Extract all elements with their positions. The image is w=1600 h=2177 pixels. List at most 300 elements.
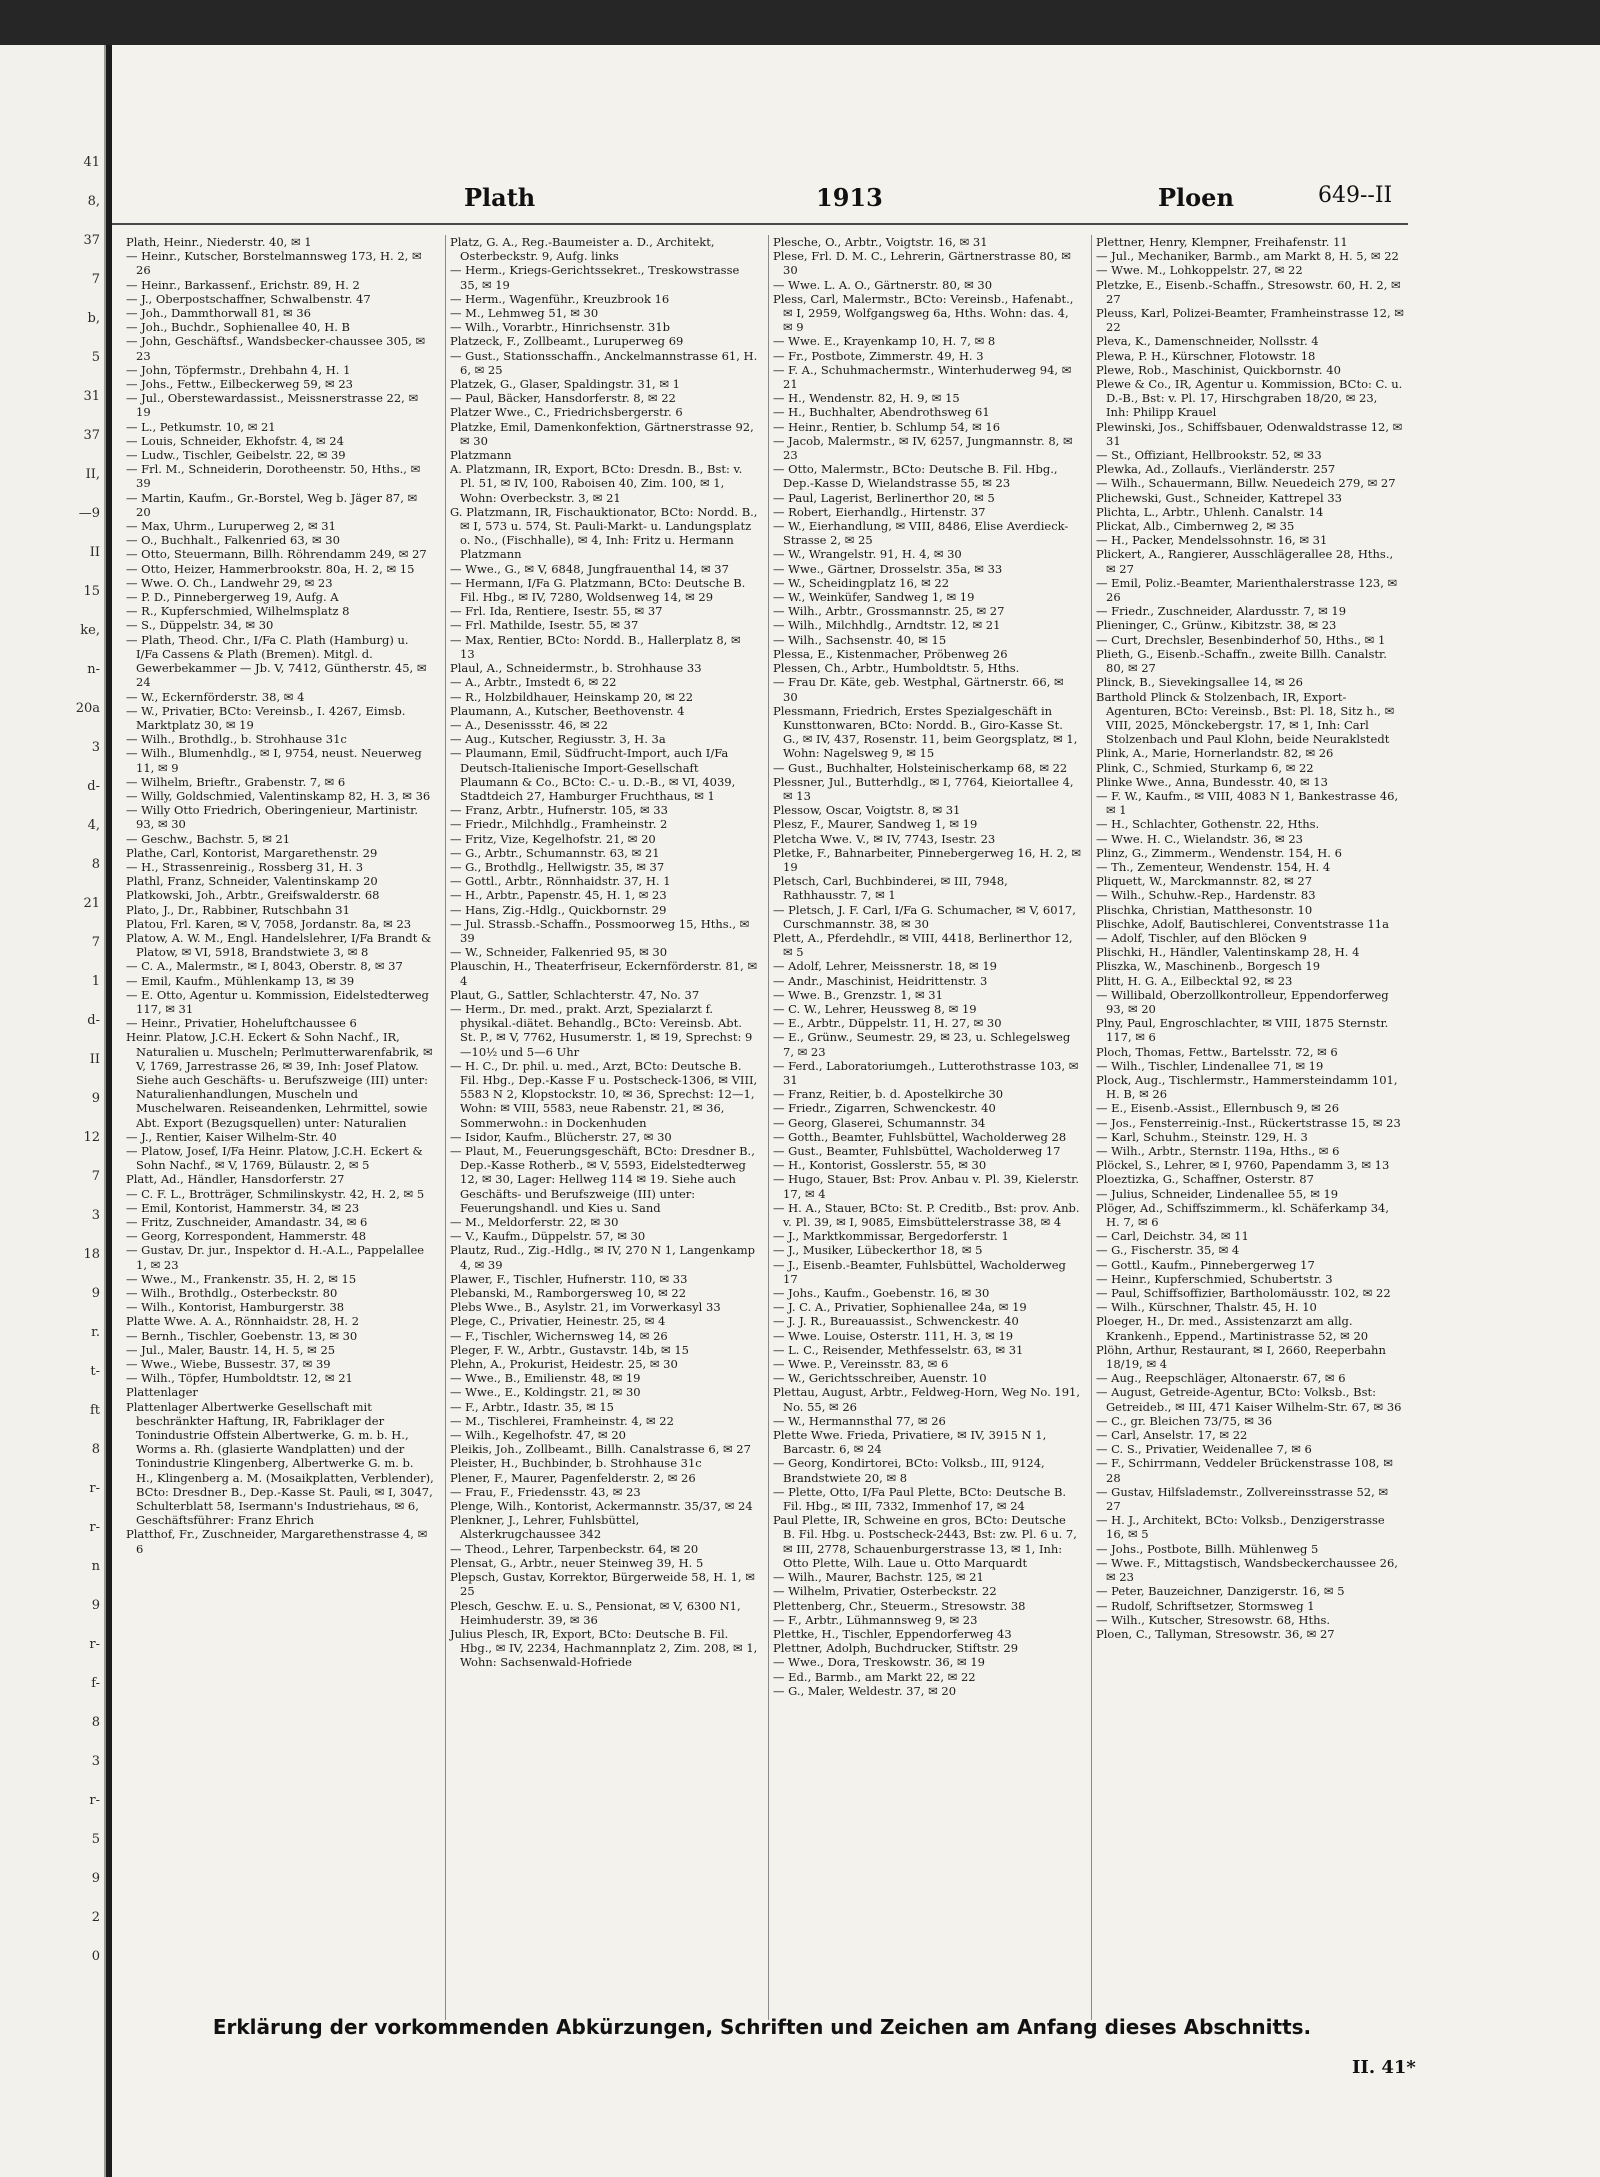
- directory-entry: Plettenberg, Chr., Steuerm., Stresowstr. 38: [773, 1598, 1026, 1613]
- directory-entry: — Max, Rentier, BCto: Nordd. B., Hallerplatz 8, ✉ 13: [450, 632, 741, 661]
- directory-entry: — Emil, Poliz.-Beamter, Marienthalerstrasse 123, ✉ 26: [1096, 575, 1398, 605]
- directory-entry: — Frau Dr. Käte, geb. Westphal, Gärtnerstr. 66, ✉ 30: [773, 675, 1064, 704]
- directory-entry: — P. D., Pinnebergerweg 19, Aufg. A: [126, 590, 339, 605]
- prev-page-fragment: 3: [91, 740, 100, 755]
- directory-entry: — Wwe. P., Vereinsstr. 83, ✉ 6: [773, 1357, 949, 1372]
- directory-entry: Plettau, August, Arbtr., Feldweg-Horn, Weg No. 191, No. 55, ✉ 26: [773, 1385, 1081, 1414]
- prev-page-fragment: b,: [87, 311, 100, 326]
- directory-page: [112, 45, 1600, 2177]
- directory-entry: — Friedr., Zigarren, Schwenckestr. 40: [773, 1101, 996, 1116]
- directory-entry: — Carl, Anselstr. 17, ✉ 22: [1096, 1428, 1248, 1443]
- prev-page-fragment: 37: [83, 233, 100, 248]
- prev-page-fragment: 18: [83, 1247, 100, 1262]
- directory-entry: Plöger, Ad., Schiffszimmerm., kl. Schäferkamp 34, H. 7, ✉ 6: [1096, 1200, 1390, 1230]
- directory-entry: — H., Kontorist, Gosslerstr. 55, ✉ 30: [773, 1158, 987, 1173]
- directory-entry: — Jul., Maler, Baustr. 14, H. 5, ✉ 25: [126, 1342, 336, 1357]
- directory-entry: — F., Arbtr., Lühmannsweg 9, ✉ 23: [773, 1612, 978, 1627]
- directory-entry: — M., Lehmweg 51, ✉ 30: [450, 306, 599, 321]
- directory-entry: — Friedr., Milchhdlg., Framheinstr. 2: [450, 817, 668, 832]
- directory-entry: — Rudolf, Schriftsetzer, Stormsweg 1: [1096, 1598, 1315, 1613]
- directory-entry: Plawer, F., Tischler, Hufnerstr. 110, ✉ 33: [450, 1271, 688, 1286]
- directory-entry: Plichewski, Gust., Schneider, Kattrepel 33: [1096, 490, 1342, 505]
- directory-entry: Ploch, Thomas, Fettw., Bartelsstr. 72, ✉ 6: [1096, 1044, 1338, 1059]
- directory-entry: — Wilh., Kutscher, Stresowstr. 68, Hths.: [1096, 1612, 1331, 1627]
- directory-entry: — W., Eckernförderstr. 38, ✉ 4: [126, 689, 305, 704]
- prev-page-fragment: n: [91, 1559, 100, 1574]
- directory-entry: — Wilh., Kontorist, Hamburgerstr. 38: [126, 1300, 345, 1315]
- directory-entry: — Wwe. E., Krayenkamp 10, H. 7, ✉ 8: [773, 334, 996, 349]
- directory-entry: — Wwe. M., Lohkoppelstr. 27, ✉ 22: [1096, 263, 1303, 278]
- prev-page-fragment: 7: [91, 1169, 100, 1184]
- directory-entry: — Adolf, Tischler, auf den Blöcken 9: [1096, 930, 1307, 945]
- directory-entry: — Plaut, M., Feuerungsgeschäft, BCto: Dresdner B., Dep.-Kasse Rotherb., ✉ V, 5593, Eidelstedterweg 12, ✉ 30, Lager: Hellweg 114 ✉ 19. Siehe auch Geschäfts- und Berufszweige (III) unter: Feuerungshandl. und Kies u. Sand: [450, 1144, 755, 1215]
- directory-entry: — W., Eierhandlung, ✉ VIII, 8486, Elise Averdieck-Strasse 2, ✉ 25: [773, 519, 1069, 548]
- abbreviation-note: Erklärung der vorkommenden Abkürzungen, Schriften und Zeichen am Anfang dieses Abschnitts.: [212, 2015, 1312, 2039]
- directory-entry: — H. J., Architekt, BCto: Volksb., Denzigerstrasse 16, ✉ 5: [1096, 1513, 1385, 1542]
- directory-entry: — Wwe. O. Ch., Landwehr 29, ✉ 23: [126, 575, 333, 590]
- prev-page-fragment: r-: [89, 1520, 100, 1535]
- prev-page-fragment: 3: [91, 1208, 100, 1223]
- directory-entry: — H., Strassenreinig., Rossberg 31, H. 3: [126, 859, 364, 874]
- directory-entry: — M., Meldorferstr. 22, ✉ 30: [450, 1215, 619, 1230]
- directory-entry: — W., Hermannsthal 77, ✉ 26: [773, 1413, 946, 1428]
- prev-page-fragment: 37: [83, 428, 100, 443]
- directory-entry: — Julius, Schneider, Lindenallee 55, ✉ 19: [1096, 1186, 1339, 1201]
- prev-page-fragment: II,: [85, 467, 100, 482]
- directory-entry: — J., Eisenb.-Beamter, Fuhlsbüttel, Wacholderweg 17: [773, 1257, 1066, 1286]
- header-page-number: 649--II: [1318, 183, 1393, 208]
- directory-entry: A. Platzmann, IR, Export, BCto: Dresdn. B., Bst: v. Pl. 51, ✉ IV, 100, Raboisen 40, Zim. 100, ✉ 1, Wohn: Overbeckstr. 3, ✉ 21: [450, 462, 743, 505]
- directory-entry: — Jos., Fensterreinig.-Inst., Rückertstrasse 15, ✉ 23: [1096, 1115, 1401, 1130]
- directory-entry: — Wwe., Wiebe, Bussestr. 37, ✉ 39: [126, 1357, 331, 1372]
- directory-entry: Pletcha Wwe. V., ✉ IV, 7743, Isestr. 23: [773, 831, 996, 846]
- directory-entry: — E. Otto, Agentur u. Kommission, Eidelstedterweg 117, ✉ 31: [126, 987, 429, 1016]
- directory-entry: — Plaumann, Emil, Südfrucht-Import, auch I/Fa Deutsch-Italienische Import-Gesellschaft Plaumann & Co., BCto: C.- u. D.-B., ✉ VI, 4039, Stadtdeich 27, Hamburger Fruchthaus, ✉ 1: [450, 746, 736, 803]
- prev-page-fragment: 8: [91, 1442, 100, 1457]
- directory-entry: Plepsch, Gustav, Korrektor, Bürgerweide 58, H. 1, ✉ 25: [450, 1570, 755, 1599]
- directory-entry: — Ferd., Laboratoriumgeh., Lutterothstrasse 103, ✉ 31: [773, 1058, 1079, 1087]
- column-2: [445, 235, 762, 2020]
- directory-entry: — Franz, Arbtr., Hufnerstr. 105, ✉ 33: [450, 803, 668, 818]
- directory-entry: — Paul, Lagerist, Berlinerthor 20, ✉ 5: [773, 490, 995, 505]
- directory-entry: — L. C., Reisender, Methfesselstr. 63, ✉ 31: [773, 1342, 1024, 1357]
- directory-entry: — Wilhelm, Privatier, Osterbeckstr. 22: [773, 1584, 997, 1599]
- directory-entry: — Gottl., Kaufm., Pinnebergerweg 17: [1096, 1257, 1315, 1272]
- directory-entry: Paul Plette, IR, Schweine en gros, BCto: Deutsche B. Fil. Hbg. u. Postscheck-2443, Bst: zw. Pl. 6 u. 7, ✉ III, 2778, Schauenburgerstrasse 13, ✉ 1, Inh: Otto Plette, Wilh. Laue u. Otto Marquardt: [773, 1513, 1077, 1570]
- directory-entry: — Wilh., Töpfer, Humboldtstr. 12, ✉ 21: [126, 1371, 353, 1386]
- directory-entry: — Wwe., Dora, Treskowstr. 36, ✉ 19: [773, 1655, 985, 1670]
- directory-entry: — W., Scheidingplatz 16, ✉ 22: [773, 575, 950, 590]
- directory-entry: — Wilh., Brothdlg., Osterbeckstr. 80: [126, 1286, 338, 1301]
- prev-page-fragment: 5: [91, 350, 100, 365]
- directory-entry: — St., Offiziant, Hellbrookstr. 52, ✉ 33: [1096, 448, 1322, 463]
- directory-entry: Plock, Aug., Tischlermstr., Hammersteindamm 101, H. B, ✉ 26: [1096, 1072, 1398, 1102]
- directory-entry: — Frl. Mathilde, Isestr. 55, ✉ 37: [450, 618, 639, 633]
- directory-entry: — H. A., Stauer, BCto: St. P. Creditb., Bst: prov. Anb. v. Pl. 39, ✉ I, 9085, Eimsbüttelerstrasse 38, ✉ 4: [773, 1200, 1080, 1230]
- directory-entry: Platkowski, Joh., Arbtr., Greifswalderstr. 68: [126, 888, 380, 903]
- directory-entry: — Wilh., Vorarbtr., Hinrichsenstr. 31b: [450, 320, 671, 335]
- directory-entry: — Georg, Glaserei, Schumannstr. 34: [773, 1115, 986, 1130]
- prev-page-fragment: 8: [91, 1715, 100, 1730]
- directory-entry: Platzeck, F., Zollbeamt., Luruperweg 69: [450, 334, 684, 349]
- directory-entry: — Wwe. L. A. O., Gärtnerstr. 80, ✉ 30: [773, 277, 993, 292]
- directory-entry: Plaumann, A., Kutscher, Beethovenstr. 4: [450, 703, 685, 718]
- column-3: [768, 235, 1085, 2020]
- directory-entry: — J., Rentier, Kaiser Wilhelm-Str. 40: [126, 1129, 337, 1144]
- directory-entry: Plensat, G., Arbtr., neuer Steinweg 39, H. 5: [450, 1555, 704, 1570]
- prev-page-fragment: 3: [91, 1754, 100, 1769]
- directory-entry: Plenkner, J., Lehrer, Fuhlsbüttel, Alsterkrugchaussee 342: [450, 1513, 640, 1542]
- prev-page-fragment: r.: [91, 1325, 100, 1340]
- directory-entry: Plattenlager Albertwerke Gesellschaft mit beschränkter Haftung, IR, Fabriklager der Tonindustrie Offstein Albertwerke, G. m. b. H., Worms a. Rh. (glasierte Wandplatten) und der Tonindustrie Klingenberg, Albertwerke G. m. b. H., Klingenberg a. M. (Mosaikplatten, Verblender), BCto: Dresdner B., Dep.-Kasse St. Pauli, ✉ I, 3047, Schulterblatt 58, Isermann's Industriehaus, ✉ 6, Geschäftsführer: Franz Ehrich: [126, 1399, 434, 1528]
- prev-page-fragment: 8,: [87, 194, 100, 209]
- directory-entry: — Gust., Buchhalter, Holsteinischerkamp 68, ✉ 22: [773, 760, 1068, 775]
- directory-entry: Plink, A., Marie, Hornerlandstr. 82, ✉ 26: [1096, 746, 1334, 761]
- directory-entry: — Willy Otto Friedrich, Oberingenieur, Martinistr. 93, ✉ 30: [126, 803, 418, 832]
- directory-entry: Pliszka, W., Maschinenb., Borgesch 19: [1096, 959, 1321, 974]
- directory-entry: — Fritz, Vize, Kegelhofstr. 21, ✉ 20: [450, 831, 656, 846]
- directory-entry: Plette Wwe. Frieda, Privatiere, ✉ IV, 3915 N 1, Barcastr. 6, ✉ 24: [773, 1428, 1047, 1457]
- directory-entry: Platthof, Fr., Zuschneider, Margarethenstrasse 4, ✉ 6: [126, 1527, 428, 1556]
- directory-entry: — Willibald, Oberzollkontrolleur, Eppendorferweg 93, ✉ 20: [1096, 987, 1389, 1016]
- directory-entry: — V., Kaufm., Düppelstr. 57, ✉ 30: [450, 1229, 646, 1244]
- directory-entry: — Heinr., Privatier, Hoheluftchaussee 6: [126, 1016, 357, 1031]
- directory-entry: Julius Plesch, IR, Export, BCto: Deutsche B. Fil. Hbg., ✉ IV, 2234, Hachmannplatz 2, Zim. 208, ✉ 1, Wohn: Sachsenwald-Hofriede: [450, 1626, 758, 1670]
- directory-entry: Plett, A., Pferdehdlr., ✉ VIII, 4418, Berlinerthor 12, ✉ 5: [773, 930, 1073, 960]
- directory-entry: Plieth, G., Eisenb.-Schaffn., zweite Billh. Canalstr. 80, ✉ 27: [1096, 646, 1387, 676]
- prev-page-fragment: 41: [83, 155, 100, 170]
- directory-entry: — F. W., Kaufm., ✉ VIII, 4083 N 1, Bankestrasse 46, ✉ 1: [1096, 788, 1399, 818]
- header-last-entry: Ploen: [1158, 183, 1234, 212]
- prev-page-fragment: d-: [87, 1013, 100, 1028]
- directory-entry: — Peter, Bauzeichner, Danzigerstr. 16, ✉ 5: [1096, 1584, 1345, 1599]
- directory-entry: Plewe, Rob., Maschinist, Quickbornstr. 40: [1096, 362, 1341, 377]
- directory-entry: Plaul, A., Schneidermstr., b. Strohhause 33: [450, 661, 702, 676]
- directory-entry: — Fr., Postbote, Zimmerstr. 49, H. 3: [773, 348, 984, 363]
- directory-entry: Plichta, L., Arbtr., Uhlenh. Canalstr. 14: [1096, 504, 1324, 519]
- directory-entry: — O., Buchhalt., Falkenried 63, ✉ 30: [126, 533, 340, 548]
- directory-entry: — Martin, Kaufm., Gr.-Borstel, Weg b. Jäger 87, ✉ 20: [126, 490, 418, 519]
- prev-page-fragment: 9: [91, 1598, 100, 1613]
- running-header: [112, 183, 1600, 223]
- directory-entry: — Joh., Dammthorwall 81, ✉ 36: [126, 306, 311, 321]
- directory-entry: — Gotth., Beamter, Fuhlsbüttel, Wacholderweg 28: [773, 1129, 1067, 1144]
- directory-entry: — G., Maler, Weldestr. 37, ✉ 20: [773, 1683, 957, 1698]
- directory-entry: — W., Wrangelstr. 91, H. 4, ✉ 30: [773, 547, 962, 562]
- directory-entry: — C. A., Malermstr., ✉ I, 8043, Oberstr. 8, ✉ 37: [126, 959, 403, 974]
- directory-entry: — Robert, Eierhandlg., Hirtenstr. 37: [773, 504, 986, 519]
- directory-entry: — J. C. A., Privatier, Sophienallee 24a, ✉ 19: [773, 1300, 1027, 1315]
- directory-entry: — Wwe. Louise, Osterstr. 111, H. 3, ✉ 19: [773, 1328, 1014, 1343]
- directory-entry: Platzek, G., Glaser, Spaldingstr. 31, ✉ 1: [450, 377, 680, 392]
- directory-entry: Plieninger, C., Grünw., Kibitzstr. 38, ✉ 23: [1096, 618, 1337, 633]
- directory-entry: — R., Kupferschmied, Wilhelmsplatz 8: [126, 604, 350, 619]
- directory-entry: — Andr., Maschinist, Heidrittenstr. 3: [773, 973, 988, 988]
- directory-entry: — Wilh., Arbtr., Sternstr. 119a, Hths., ✉ 6: [1096, 1144, 1340, 1158]
- directory-entry: — Aug., Kutscher, Regiusstr. 3, H. 3a: [450, 732, 666, 747]
- directory-entry: Plessow, Oscar, Voigtstr. 8, ✉ 31: [773, 803, 961, 818]
- directory-entry: — Heinr., Rentier, b. Schlump 54, ✉ 16: [773, 419, 1001, 434]
- directory-entry: Pletke, F., Bahnarbeiter, Pinnebergerweg 16, H. 2, ✉ 19: [773, 845, 1081, 874]
- directory-entry: — John, Töpfermstr., Drehbahn 4, H. 1: [126, 362, 351, 377]
- directory-entry: — Theod., Lehrer, Tarpenbeckstr. 64, ✉ 20: [450, 1541, 699, 1556]
- prev-page-fragment: 0: [91, 1949, 100, 1964]
- directory-entry: — Wilh., Arbtr., Grossmannstr. 25, ✉ 27: [773, 604, 1005, 619]
- prev-page-fragment: 20a: [75, 701, 100, 716]
- directory-entry: — G., Brothdlg., Hellwigstr. 35, ✉ 37: [450, 859, 665, 874]
- directory-entry: — Hans, Zig.-Hdlg., Quickbornstr. 29: [450, 902, 667, 917]
- directory-entry: — Herm., Wagenführ., Kreuzbrook 16: [450, 291, 670, 306]
- directory-entry: Ploeztizka, G., Schaffner, Osterstr. 87: [1096, 1172, 1314, 1187]
- prev-page-fragment: 4,: [87, 818, 100, 833]
- prev-page-fragment: 7: [91, 935, 100, 950]
- prev-page-fragment: —9: [78, 506, 100, 521]
- directory-entry: — Wilh., Milchhdlg., Arndtstr. 12, ✉ 21: [773, 618, 1001, 633]
- directory-entry: — Wilh., Blumenhdlg., ✉ I, 9754, neust. Neuerweg 11, ✉ 9: [126, 746, 422, 775]
- directory-entry: — Wwe. H. C., Wielandstr. 36, ✉ 23: [1096, 831, 1303, 846]
- directory-entry: — Wwe., Gärtner, Drosselstr. 35a, ✉ 33: [773, 561, 1003, 576]
- directory-entry: — R., Holzbildhauer, Heinskamp 20, ✉ 22: [450, 689, 694, 704]
- directory-entry: — A., Arbtr., Imstedt 6, ✉ 22: [450, 675, 617, 690]
- directory-entry: — Isidor, Kaufm., Blücherstr. 27, ✉ 30: [450, 1129, 672, 1144]
- prev-page-fragment: r-: [89, 1637, 100, 1652]
- directory-entry: — Johs., Kaufm., Goebenstr. 16, ✉ 30: [773, 1286, 990, 1301]
- directory-entry: Pleister, H., Buchbinder, b. Strohhause 31c: [450, 1456, 702, 1471]
- scan-background: [0, 0, 1600, 45]
- directory-entry: — Gustav, Hilfslademstr., Zollvereinsstrasse 52, ✉ 27: [1096, 1484, 1389, 1514]
- directory-entry: Plettner, Adolph, Buchdrucker, Stiftstr. 29: [773, 1641, 1019, 1656]
- prev-page-fragment: 9: [91, 1871, 100, 1886]
- directory-entry: — Fritz, Zuschneider, Amandastr. 34, ✉ 6: [126, 1215, 368, 1230]
- directory-entry: — F. A., Schuhmachermstr., Winterhuderweg 94, ✉ 21: [773, 362, 1072, 392]
- directory-entry: — Wilh., Sachsenstr. 40, ✉ 15: [773, 632, 947, 647]
- directory-entry: — Plath, Theod. Chr., I/Fa C. Plath (Hamburg) u. I/Fa Cassens & Plath (Bremen). Mitgl. d. Gewerbekammer — Jb. V, 7412, Güntherstr. 45, ✉ 24: [126, 632, 427, 690]
- directory-entry: — Friedr., Zuschneider, Alardusstr. 7, ✉ 19: [1096, 604, 1347, 619]
- directory-entry: Ploeger, H., Dr. med., Assistenzarzt am allg. Krankenh., Eppend., Martinistrasse 52, ✉ 20: [1096, 1314, 1369, 1343]
- directory-entry: — C. S., Privatier, Weidenallee 7, ✉ 6: [1096, 1442, 1312, 1457]
- prev-page-fragment: 9: [91, 1091, 100, 1106]
- prev-page-fragment: 12: [83, 1130, 100, 1145]
- directory-entry: Plesche, O., Arbtr., Voigtstr. 16, ✉ 31: [773, 235, 988, 249]
- directory-entry: Platt, Ad., Händler, Hansdorferstr. 27: [126, 1172, 345, 1187]
- directory-entry: — Bernh., Tischler, Goebenstr. 13, ✉ 30: [126, 1328, 358, 1343]
- directory-entry: — J., Musiker, Lübeckerthor 18, ✉ 5: [773, 1243, 983, 1258]
- directory-entry: Plese, Frl. D. M. C., Lehrerin, Gärtnerstrasse 80, ✉ 30: [773, 249, 1071, 278]
- directory-entry: — Joh., Buchdr., Sophienallee 40, H. B: [126, 320, 351, 335]
- directory-entry: Plinke Wwe., Anna, Bundesstr. 40, ✉ 13: [1096, 774, 1328, 789]
- directory-entry: — Wwe., M., Frankenstr. 35, H. 2, ✉ 15: [126, 1271, 357, 1286]
- directory-entry: Plewe & Co., IR, Agentur u. Kommission, BCto: C. u. D.-B., Bst: v. Pl. 17, Hirschgraben 18/20, ✉ 23, Inh: Philipp Krauel: [1096, 377, 1403, 420]
- directory-entry: Plischki, H., Händler, Valentinskamp 28, H. 4: [1096, 945, 1360, 960]
- directory-entry: — W., Schneider, Falkenried 95, ✉ 30: [450, 945, 668, 960]
- prev-page-fragment: 31: [83, 389, 100, 404]
- directory-entry: — W., Weinküfer, Sandweg 1, ✉ 19: [773, 590, 975, 605]
- directory-entry: — Hermann, I/Fa G. Platzmann, BCto: Deutsche B. Fil. Hbg., ✉ IV, 7280, Woldsenweg 14, ✉ 29: [450, 575, 746, 605]
- directory-entry: Platou, Frl. Karen, ✉ V, 7058, Jordanstr. 8a, ✉ 23: [126, 916, 412, 931]
- directory-entry: — J., Oberpostschaffner, Schwalbenstr. 47: [126, 291, 371, 306]
- directory-entry: Pless, Carl, Malermstr., BCto: Vereinsb., Hafenabt., ✉ I, 2959, Wolfgangsweg 6a, Hths. Wohn: das. 4, ✉ 9: [773, 291, 1074, 335]
- directory-entry: — Herm., Kriegs-Gerichtssekret., Treskowstrasse 35, ✉ 19: [450, 263, 740, 292]
- directory-entry: — Wilh., Kürschner, Thalstr. 45, H. 10: [1096, 1300, 1317, 1315]
- directory-entry: — H., Arbtr., Papenstr. 45, H. 1, ✉ 23: [450, 888, 667, 903]
- directory-entry: — S., Düppelstr. 34, ✉ 30: [126, 618, 274, 633]
- directory-entry: Plessner, Jul., Butterhdlg., ✉ I, 7764, Kieiortallee 4, ✉ 13: [773, 774, 1074, 803]
- directory-entry: — Carl, Deichstr. 34, ✉ 11: [1096, 1229, 1249, 1244]
- directory-entry: — M., Tischlerei, Framheinstr. 4, ✉ 22: [450, 1413, 674, 1428]
- directory-entry: — Herm., Dr. med., prakt. Arzt, Spezialarzt f. physikal.-diätet. Behandlg., BCto: Vereinsb. Abt. St. P., ✉ V, 7762, Husumerstr. 1, ✉ 19, Sprechst: 9—10½ und 5—6 Uhr: [450, 1001, 753, 1059]
- prev-page-fragment: n-: [87, 662, 100, 677]
- directory-entry: — J., Marktkommissar, Bergedorferstr. 1: [773, 1229, 1009, 1244]
- directory-entry: Plattenlager: [126, 1385, 198, 1400]
- directory-entry: — Platow, Josef, I/Fa Heinr. Platow, J.C.H. Eckert & Sohn Nachf., ✉ V, 1769, Bülaustr. 2, ✉ 5: [126, 1144, 423, 1173]
- prev-page-fragment: d-: [87, 779, 100, 794]
- directory-entry: Barthold Plinck & Stolzenbach, IR, Export-Agenturen, BCto: Vereinsb., Bst: Pl. 18, Sitz h., ✉ VIII, 2025, Mönckebergstr. 17, ✉ 1, Inh: Carl Stolzenbach und Paul Klohn, beide Neuraklstedt: [1096, 689, 1395, 747]
- prev-page-fragment: 21: [83, 896, 100, 911]
- prev-page-fragment: 9: [91, 1286, 100, 1301]
- directory-entry: — F., Tischler, Wichernsweg 14, ✉ 26: [450, 1328, 668, 1343]
- directory-entry: — Wilh., Schuhw.-Rep., Hardenstr. 83: [1096, 888, 1316, 903]
- directory-entry: — Wwe. B., Grenzstr. 1, ✉ 31: [773, 987, 943, 1002]
- directory-entry: — Johs., Postbote, Billh. Mühlenweg 5: [1096, 1541, 1319, 1556]
- directory-entry: — L., Petkumstr. 10, ✉ 21: [126, 419, 276, 434]
- directory-entry: — Geschw., Bachstr. 5, ✉ 21: [126, 831, 291, 846]
- directory-entry: — August, Getreide-Agentur, BCto: Volksb., Bst: Getreideb., ✉ III, 471 Kaiser Wilhelm-Str. 67, ✉ 36: [1096, 1385, 1402, 1414]
- directory-entry: — Otto, Malermstr., BCto: Deutsche B. Fil. Hbg., Dep.-Kasse D, Wielandstrasse 55, ✉ 23: [773, 462, 1058, 491]
- directory-entry: — Karl, Schuhm., Steinstr. 129, H. 3: [1096, 1129, 1308, 1144]
- directory-entry: Plischka, Christian, Matthesonstr. 10: [1096, 902, 1313, 917]
- directory-entry: Platzke, Emil, Damenkonfektion, Gärtnerstrasse 92, ✉ 30: [450, 419, 754, 448]
- directory-entry: Plener, F., Maurer, Pagenfelderstr. 2, ✉ 26: [450, 1470, 696, 1485]
- directory-entry: — Franz, Reitier, b. d. Apostelkirche 30: [773, 1087, 1004, 1102]
- directory-entry: Plebanski, M., Ramborgersweg 10, ✉ 22: [450, 1286, 687, 1301]
- directory-entry: Platow, A. W. M., Engl. Handelslehrer, I/Fa Brandt & Platow, ✉ VI, 5918, Brandstwiete 3, ✉ 8: [126, 930, 432, 960]
- directory-entry: Plinz, G., Zimmerm., Wendenstr. 154, H. 6: [1096, 845, 1342, 860]
- directory-entry: — Plette, Otto, I/Fa Paul Plette, BCto: Deutsche B. Fil. Hbg., ✉ III, 7332, Immenhof 17, ✉ 24: [773, 1484, 1067, 1514]
- directory-entry: — C., gr. Bleichen 73/75, ✉ 36: [1096, 1413, 1273, 1428]
- directory-entry: Pleva, K., Damenschneider, Nollsstr. 4: [1096, 334, 1319, 349]
- directory-entry: — Gust., Beamter, Fuhlsbüttel, Wacholderweg 17: [773, 1144, 1061, 1158]
- directory-entry: Plege, C., Privatier, Heinestr. 25, ✉ 4: [450, 1314, 666, 1329]
- directory-entry: Plitt, H. G. A., Eilbecktal 92, ✉ 23: [1096, 973, 1293, 988]
- directory-entry: — Louis, Schneider, Ekhofstr. 4, ✉ 24: [126, 433, 344, 448]
- directory-entry: — Wwe., B., Emilienstr. 48, ✉ 19: [450, 1371, 641, 1386]
- directory-entry: — Wwe., G., ✉ V, 6848, Jungfrauenthal 14, ✉ 37: [450, 561, 729, 576]
- directory-entry: — Curt, Drechsler, Besenbinderhof 50, Hths., ✉ 1: [1096, 632, 1386, 647]
- directory-entry: — Otto, Steuermann, Billh. Röhrendamm 249, ✉ 27: [126, 547, 427, 562]
- directory-entry: Plautz, Rud., Zig.-Hdlg., ✉ IV, 270 N 1, Langenkamp 4, ✉ 39: [450, 1243, 755, 1272]
- directory-entry: Plato, J., Dr., Rabbiner, Rutschbahn 31: [126, 902, 350, 917]
- directory-entry: Plischke, Adolf, Bautischlerei, Conventstrasse 11a: [1096, 916, 1389, 931]
- directory-entry: Plesch, Geschw. E. u. S., Pensionat, ✉ V, 6300 N1, Heimhuderstr. 39, ✉ 36: [450, 1598, 741, 1627]
- directory-entry: Plny, Paul, Engroschlachter, ✉ VIII, 1875 Sternstr. 117, ✉ 6: [1096, 1016, 1389, 1045]
- directory-entry: — Ludw., Tischler, Geibelstr. 22, ✉ 39: [126, 448, 346, 463]
- prev-page-fragment: t-: [90, 1364, 100, 1379]
- prev-page-fragment: 15: [83, 584, 100, 599]
- directory-entry: Plickert, A., Rangierer, Ausschlägerallee 28, Hths., ✉ 27: [1096, 547, 1394, 576]
- directory-entry: — Emil, Kaufm., Mühlenkamp 13, ✉ 39: [126, 973, 355, 988]
- directory-entry: Plath, Heinr., Niederstr. 40, ✉ 1: [126, 235, 312, 249]
- header-year: 1913: [816, 183, 883, 212]
- directory-entry: — Georg, Kondirtorei, BCto: Volksb., III, 9124, Brandstwiete 20, ✉ 8: [773, 1456, 1045, 1485]
- prev-page-fragment: f-: [91, 1676, 100, 1691]
- prev-page-fragment: 1: [91, 974, 100, 989]
- directory-entry: — E., Eisenb.-Assist., Ellernbusch 9, ✉ 26: [1096, 1101, 1340, 1116]
- directory-entry: — J. J. R., Bureauassist., Schwenckestr. 40: [773, 1314, 1019, 1329]
- directory-entry: Pleikis, Joh., Zollbeamt., Billh. Canalstrasse 6, ✉ 27: [450, 1442, 751, 1457]
- directory-entry: — Pletsch, J. F. Carl, I/Fa G. Schumacher, ✉ V, 6017, Curschmannstr. 38, ✉ 30: [773, 902, 1076, 931]
- directory-entry: Plebs Wwe., B., Asylstr. 21, im Vorwerkasyl 33: [450, 1300, 721, 1315]
- directory-entry: — Georg, Korrespondent, Hammerstr. 48: [126, 1229, 367, 1244]
- prev-page-fragment: 2: [91, 1910, 100, 1925]
- directory-entry: — Johs., Fettw., Eilbeckerweg 59, ✉ 23: [126, 377, 353, 392]
- directory-entry: Plathe, Carl, Kontorist, Margarethenstr. 29: [126, 845, 378, 860]
- directory-entry: — Frau, F., Friedensstr. 43, ✉ 23: [450, 1484, 641, 1499]
- directory-entry: — A., Desenissstr. 46, ✉ 22: [450, 717, 608, 732]
- prev-page-fragment: 7: [91, 272, 100, 287]
- directory-entry: — H., Buchhalter, Abendrothsweg 61: [773, 405, 990, 420]
- directory-entry: — Ed., Barmb., am Markt 22, ✉ 22: [773, 1669, 976, 1684]
- header-rule: [112, 223, 1408, 225]
- directory-entry: — Gustav, Dr. jur., Inspektor d. H.-A.L., Pappelallee 1, ✉ 23: [126, 1243, 425, 1272]
- directory-entry: Pletsch, Carl, Buchbinderei, ✉ III, 7948, Rathhausstr. 7, ✉ 1: [773, 874, 1008, 903]
- directory-entry: — E., Arbtr., Düppelstr. 11, H. 27, ✉ 30: [773, 1016, 1002, 1031]
- directory-entry: Plinck, B., Sievekingsallee 14, ✉ 26: [1096, 675, 1303, 690]
- entry-columns: [122, 235, 1412, 2020]
- directory-entry: — H. C., Dr. phil. u. med., Arzt, BCto: Deutsche B. Fil. Hbg., Dep.-Kasse F u. Postscheck-1306, ✉ VIII, 5583 N 2, Klopstockstr. 10, ✉ 36, Sprechst: 12—1, Wohn: ✉ VIII, 5583, neue Rabenstr. 21, ✉ 36, Sommerwohn.: in Dockenhuden: [450, 1058, 758, 1130]
- directory-entry: — G., Arbtr., Schumannstr. 63, ✉ 21: [450, 845, 660, 860]
- directory-entry: — Jul., Oberstewardassist., Meissnerstrasse 22, ✉ 19: [126, 391, 419, 420]
- header-first-entry: Plath: [464, 183, 536, 212]
- directory-entry: — Heinr., Barkassenf., Erichstr. 89, H. 2: [126, 277, 360, 292]
- directory-entry: Plewinski, Jos., Schiffsbauer, Odenwaldstrasse 12, ✉ 31: [1096, 419, 1403, 448]
- directory-entry: — Jul., Mechaniker, Barmb., am Markt 8, H. 5, ✉ 22: [1096, 249, 1399, 264]
- directory-entry: — C. W., Lehrer, Heussweg 8, ✉ 19: [773, 1001, 977, 1016]
- directory-entry: G. Platzmann, IR, Fischauktionator, BCto: Nordd. B., ✉ I, 573 u. 574, St. Pauli-Markt- u. Landungsplatz o. No., (Fischhalle), ✉ 4, Inh: Fritz u. Hermann Platzmann: [450, 504, 758, 562]
- prev-page-fragment: ft: [89, 1403, 100, 1418]
- directory-entry: — Gottl., Arbtr., Rönnhaidstr. 37, H. 1: [450, 874, 671, 889]
- directory-entry: — Frl. Ida, Rentiere, Isestr. 55, ✉ 37: [450, 604, 663, 619]
- directory-entry: — E., Grünw., Seumestr. 29, ✉ 23, u. Schlegelsweg 7, ✉ 23: [773, 1030, 1071, 1059]
- directory-entry: — Wilh., Tischler, Lindenallee 71, ✉ 19: [1096, 1058, 1324, 1073]
- directory-entry: — Frl. M., Schneiderin, Dorotheenstr. 50, Hths., ✉ 39: [126, 462, 421, 491]
- directory-entry: Pleuss, Karl, Polizei-Beamter, Framheinstrasse 12, ✉ 22: [1096, 306, 1404, 335]
- directory-entry: — Jacob, Malermstr., ✉ IV, 6257, Jungmannstr. 8, ✉ 23: [773, 433, 1073, 463]
- directory-entry: — John, Geschäftsf., Wandsbecker-chaussee 305, ✉ 23: [126, 334, 426, 363]
- prev-page-fragment: II: [89, 1052, 100, 1067]
- directory-entry: — Heinr., Kutscher, Borstelmannsweg 173, H. 2, ✉ 26: [126, 249, 422, 278]
- directory-entry: — Wilhelm, Brieftr., Grabenstr. 7, ✉ 6: [126, 774, 346, 789]
- directory-entry: — Emil, Kontorist, Hammerstr. 34, ✉ 23: [126, 1200, 360, 1215]
- directory-entry: Plathl, Franz, Schneider, Valentinskamp 20: [126, 874, 378, 889]
- directory-entry: Platzmann: [450, 448, 512, 463]
- directory-entry: Pleger, F. W., Arbtr., Gustavstr. 14b, ✉ 15: [450, 1342, 689, 1357]
- directory-entry: Plenge, Wilh., Kontorist, Ackermannstr. 35/37, ✉ 24: [450, 1499, 753, 1514]
- directory-entry: Plöhn, Arthur, Restaurant, ✉ I, 2660, Reeperbahn 18/19, ✉ 4: [1096, 1342, 1386, 1372]
- directory-entry: Platte Wwe. A. A., Rönnhaidstr. 28, H. 2: [126, 1314, 360, 1329]
- directory-entry: Ploen, C., Tallyman, Stresowstr. 36, ✉ 27: [1096, 1626, 1335, 1641]
- directory-entry: Plettke, H., Tischler, Eppendorferweg 43: [773, 1626, 1012, 1641]
- directory-entry: — H., Schlachter, Gothenstr. 22, Hths.: [1096, 817, 1320, 832]
- prev-page-fragment: r-: [89, 1481, 100, 1496]
- directory-entry: — Wilh., Schauermann, Billw. Neuedeich 279, ✉ 27: [1096, 476, 1396, 491]
- directory-entry: Plewka, Ad., Zollaufs., Vierländerstr. 257: [1096, 462, 1336, 477]
- directory-entry: — Th., Zementeur, Wendenstr. 154, H. 4: [1096, 859, 1331, 874]
- directory-entry: — Wilh., Kegelhofstr. 47, ✉ 20: [450, 1428, 626, 1443]
- column-4: [1091, 235, 1408, 2020]
- directory-entry: — W., Gerichtsschreiber, Auenstr. 10: [773, 1371, 987, 1386]
- directory-entry: — Aug., Reepschläger, Altonaerstr. 67, ✉ 6: [1096, 1371, 1346, 1386]
- directory-entry: — C. F. L., Brotträger, Schmilinskystr. 42, H. 2, ✉ 5: [126, 1186, 425, 1201]
